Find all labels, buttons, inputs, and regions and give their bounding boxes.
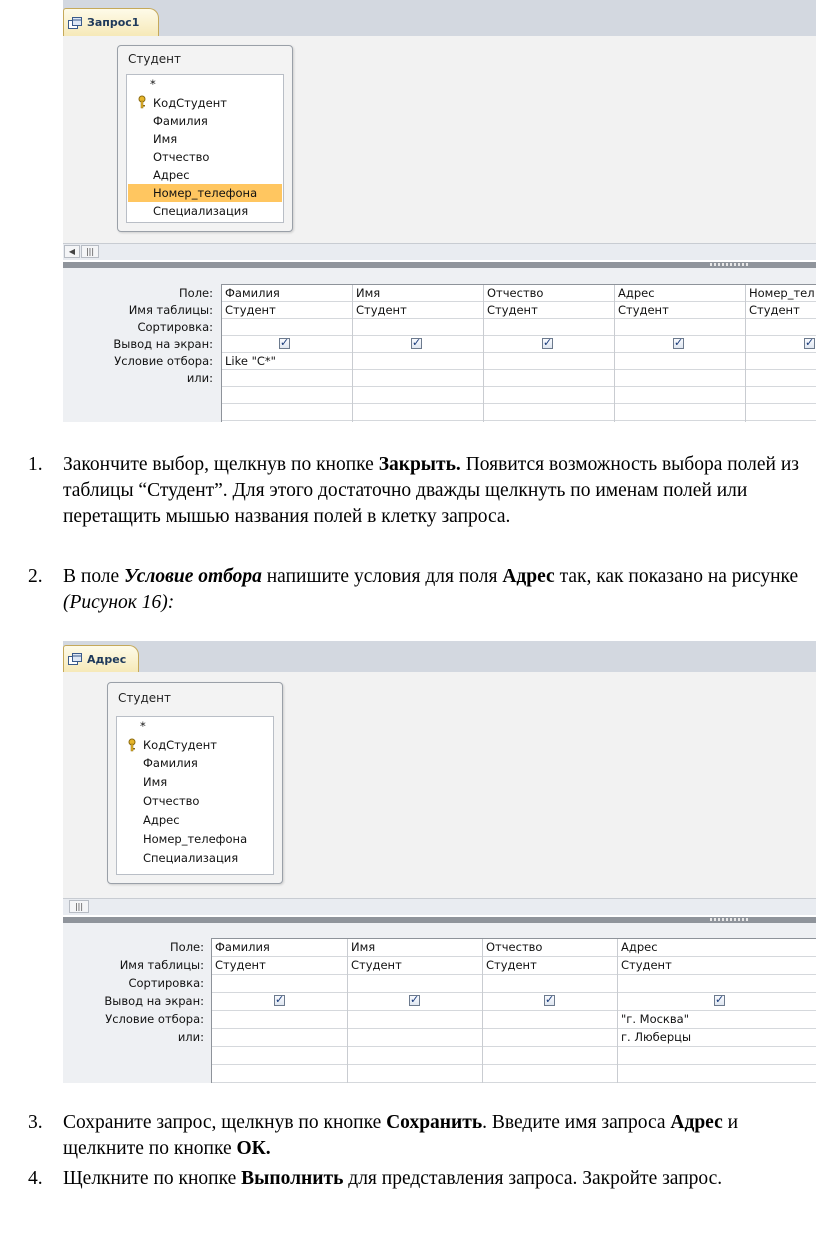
label-show: Вывод на экран: [113, 337, 213, 351]
query2-tab[interactable] [63, 645, 139, 672]
q1-col4-table[interactable]: Студент [618, 303, 669, 317]
query-icon [68, 653, 82, 665]
label-sort: Сортировка: [128, 976, 204, 990]
query1-screenshot [63, 0, 816, 422]
primary-key-icon [137, 95, 147, 109]
q2-col4-table[interactable]: Студент [621, 958, 672, 972]
field-list-title: Студент [128, 52, 181, 66]
q2-col3-table[interactable]: Студент [486, 958, 537, 972]
document-tab-strip [63, 641, 816, 672]
label-sort: Сортировка: [137, 320, 213, 334]
step-2-text-c: напишите условия для поля [261, 566, 503, 587]
q2-col4-criteria[interactable]: "г. Москва" [621, 1012, 689, 1026]
field-phone-selected[interactable]: Номер_телефона [128, 184, 282, 202]
q1-col3-table[interactable]: Студент [487, 303, 538, 317]
q1-col2-show-checkbox[interactable] [411, 338, 422, 349]
step-1-bold-close: Закрыть. [378, 454, 461, 475]
q2-col2-show-checkbox[interactable] [409, 995, 420, 1006]
q1-col1-criteria[interactable]: Like "С*" [225, 354, 276, 368]
q2-col2-table[interactable]: Студент [351, 958, 402, 972]
query1-tab[interactable] [63, 8, 159, 36]
q2-col4-show-checkbox[interactable] [714, 995, 725, 1006]
step-3 [28, 1110, 816, 1162]
label-field: Поле: [170, 940, 204, 954]
field-all[interactable]: * [150, 77, 156, 91]
step-3-bold-address: Адрес [670, 1112, 723, 1133]
label-criteria: Условие отбора: [105, 1012, 204, 1026]
splitter-grip[interactable] [710, 263, 750, 266]
q2-col3-show-checkbox[interactable] [544, 995, 555, 1006]
label-table: Имя таблицы: [119, 958, 204, 972]
field-surname[interactable]: Фамилия [153, 114, 208, 128]
step-4-text-c: для представления запроса. Закройте запрос. [343, 1168, 723, 1189]
query2-design-grid[interactable] [211, 938, 816, 1083]
step-1-text [63, 452, 816, 530]
label-or: или: [186, 371, 213, 385]
step-4 [28, 1166, 816, 1218]
q1-col2-table[interactable]: Студент [356, 303, 407, 317]
student-field-list[interactable] [117, 45, 293, 232]
field-specialization[interactable]: Специализация [153, 204, 249, 218]
step-3-number: 3. [28, 1112, 43, 1133]
step-3-bold-save: Сохранить [386, 1112, 483, 1133]
step-3-text-c: . Введите имя запроса [482, 1112, 671, 1133]
q1-col1-field[interactable]: Фамилия [225, 286, 280, 300]
step-2-figure-ref: (Рисунок 16): [63, 592, 175, 613]
scroll-thumb[interactable]: ||| [81, 245, 99, 258]
q1-col5-table[interactable]: Студент [749, 303, 800, 317]
field-name[interactable]: Имя [153, 132, 178, 146]
field-id[interactable]: КодСтудент [143, 738, 217, 752]
step-4-number: 4. [28, 1168, 43, 1189]
query-icon [68, 17, 82, 29]
step-2-text-e: так, как показано на рисунке [554, 566, 799, 587]
q1-col5-show-checkbox[interactable] [804, 338, 815, 349]
q2-col4-or[interactable]: г. Люберцы [621, 1030, 692, 1044]
step-2-number: 2. [28, 566, 43, 587]
student-field-list[interactable] [107, 682, 283, 884]
field-list-items [126, 74, 284, 223]
q1-col1-table[interactable]: Студент [225, 303, 276, 317]
label-field: Поле: [179, 286, 213, 300]
q1-col3-show-checkbox[interactable] [542, 338, 553, 349]
q2-col1-table[interactable]: Студент [215, 958, 266, 972]
horizontal-scrollbar[interactable] [63, 898, 816, 915]
step-3-bold-ok: ОК. [236, 1138, 271, 1159]
q1-col2-field[interactable]: Имя [356, 286, 381, 300]
step-1-text-a: Закончите выбор, щелкнув по кнопке [63, 454, 379, 475]
field-name[interactable]: Имя [143, 775, 168, 789]
q2-col1-field[interactable]: Фамилия [215, 940, 270, 954]
step-1-text-c: Появится возможность выбора полей из таблицы “Студент”. Для этого достаточно дважды щелкнуть по именам полей или перетащить мышью названия полей в клетку запроса. [63, 454, 799, 527]
step-2-text-a: В поле [63, 566, 125, 587]
step-2-criteria-term: Условие отбора [124, 566, 262, 587]
q1-col5-field[interactable]: Номер_тел [749, 286, 815, 300]
q2-col3-field[interactable]: Отчество [486, 940, 543, 954]
step-2-bold-address: Адрес [502, 566, 555, 587]
q1-col3-field[interactable]: Отчество [487, 286, 544, 300]
table-design-area [63, 672, 816, 898]
field-address[interactable]: Адрес [153, 168, 190, 182]
table-design-area [63, 36, 816, 243]
label-table: Имя таблицы: [128, 303, 213, 317]
label-or: или: [177, 1030, 204, 1044]
step-4-text [63, 1166, 816, 1192]
field-patronymic[interactable]: Отчество [153, 150, 210, 164]
query2-tab-title: Адрес [87, 652, 127, 666]
q1-col1-show-checkbox[interactable] [279, 338, 290, 349]
q1-col4-field[interactable]: Адрес [618, 286, 655, 300]
field-specialization[interactable]: Специализация [143, 851, 239, 865]
step-3-text-a: Сохраните запрос, щелкнув по кнопке [63, 1112, 387, 1133]
field-phone[interactable]: Номер_телефона [143, 832, 248, 846]
primary-key-icon [127, 738, 137, 752]
field-list-title: Студент [118, 691, 171, 705]
field-address[interactable]: Адрес [143, 813, 180, 827]
step-4-bold-run: Выполнить [241, 1168, 344, 1189]
step-3-text [63, 1110, 756, 1162]
q2-col4-field[interactable]: Адрес [621, 940, 658, 954]
scroll-thumb[interactable]: ||| [69, 900, 89, 913]
query1-tab-title: Запрос1 [87, 16, 140, 29]
query-grid-area [63, 923, 816, 1083]
field-id[interactable]: КодСтудент [153, 96, 227, 110]
scroll-left-arrow-icon[interactable]: ◀ [64, 245, 80, 258]
label-criteria: Условие отбора: [114, 354, 213, 368]
field-list-items [116, 716, 274, 875]
field-patronymic[interactable]: Отчество [143, 794, 200, 808]
horizontal-scrollbar[interactable] [63, 243, 816, 260]
query1-design-grid[interactable] [221, 284, 816, 422]
step-3-text-e: и щелкните по кнопке [63, 1112, 739, 1159]
query2-screenshot [63, 641, 816, 1083]
step-1-number: 1. [28, 454, 43, 475]
q2-col1-show-checkbox[interactable] [274, 995, 285, 1006]
step-2-text [63, 564, 816, 616]
query-grid-area [63, 268, 816, 422]
step-4-text-a: Щелкните по кнопке [63, 1168, 242, 1189]
label-show: Вывод на экран: [104, 994, 204, 1008]
q2-col2-field[interactable]: Имя [351, 940, 376, 954]
document-tab-strip [63, 0, 816, 36]
q1-col4-show-checkbox[interactable] [673, 338, 684, 349]
step-1 [28, 452, 816, 556]
step-2 [28, 564, 816, 616]
field-all[interactable]: * [140, 719, 146, 733]
field-surname[interactable]: Фамилия [143, 756, 198, 770]
splitter-grip[interactable] [710, 918, 750, 921]
